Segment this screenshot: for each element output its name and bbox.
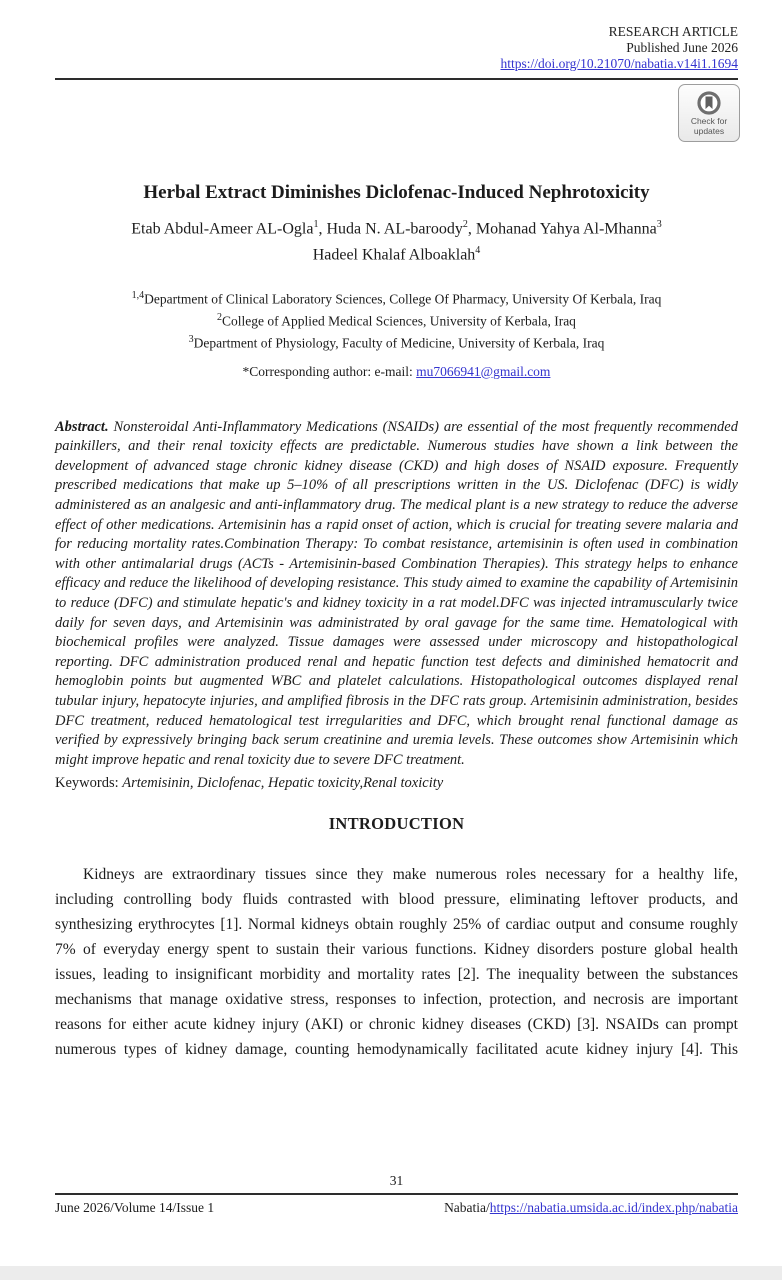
footer-journal-link[interactable]: https://nabatia.umsida.ac.id/index.php/nabatia	[489, 1200, 738, 1215]
keywords-value: Artemisinin, Diclofenac, Hepatic toxicity,Renal toxicity	[122, 775, 444, 792]
header-divider	[55, 78, 738, 80]
page-number: 31	[389, 1173, 404, 1188]
corresponding-author-prefix: *Corresponding author: e-mail:	[242, 363, 417, 379]
abstract	[55, 418, 738, 771]
introduction-heading: INTRODUCTION	[328, 814, 465, 834]
affiliations	[55, 287, 738, 353]
paper-title: Herbal Extract Diminishes Diclofenac-Induced Nephrotoxicity	[143, 182, 650, 203]
affiliation-1: $^{1,4}$Department of Clinical Laboratory Sciences, College Of Pharmacy, University Of Kerbala, Iraq	[131, 289, 662, 307]
affiliation-2: $^2$College of Applied Medical Sciences, University of Kerbala, Iraq	[217, 311, 576, 329]
abstract-text: Nonsteroidal Anti-Inflammatory Medications (NSAIDs) are essential of the most frequently recommended painkillers, and their renal toxicity effects are predictable. Numerous studies have shown a link between the development of advanced stage chronic kidney disease (CKD) and high doses of NSAID exposure. Frequently prescribed medications that make up 5–10% of all prescriptions written in the US. Diclofenac (DFC) is widly administered as an analgesic and anti-inflammatory drug. The medical plant is a new strategy to reduce the adverse effect of other medications. Artemisinin has a rapid onset of action, which is crucial for treating severe malaria and for reducing mortality rates.Combination Therapy: To combat resistance, artemisinin is often used in combination with other antimalarial drugs (ACTs - Artemisinin-based Combination Therapies). This strategy helps to enhance efficacy and reduce the likelihood of developing resistance. This study aimed to examine the capability of Artemisinin to reduce (DFC) and stimulate hepatic's and kidney toxicity in a rat model.DFC was injected intramuscularly twice daily for seven days, and Artemisinin was administrated by oral gavage for the same time. Hematological with biochemical profiles were analyzed. Tissue damages were assessed under microscopy and histopathological reporting. DFC administration produced renal and hepatic function test defects and diminished hematocrit and hemoglobin points but augmented WBC and platelet calculations. Histopathological outcomes displayed renal tubular injury, hepatocyte injuries, and amplified fibrosis in the DFC rats group. Artemisinin administration, besides DFC treatment, reduced hematological test irregularities and DFC, which brought renal functional damage as verified by expressively bringing back serum creatinine and uremia levels. These outcomes show Artemisinin which might improve hepatic and renal toxicity due to severe DFC treatment.	[55, 418, 738, 768]
corresponding-author-line	[55, 363, 738, 381]
author-list	[55, 214, 738, 267]
footer-journal	[444, 1199, 738, 1217]
corresponding-email-link[interactable]: mu7066941@gmail.com	[416, 363, 551, 379]
footer-issue-info: June 2026/Volume 14/Issue 1	[55, 1200, 215, 1215]
author-line-1: Etab Abdul-Ameer AL-Ogla$^1$, Huda N. AL-baroody$^2$, Mohanad Yahya Al-Mhanna$^3$	[131, 219, 662, 238]
badge-label-line1: Check for	[690, 116, 728, 126]
affiliation-3: $^3$Department of Physiology, Faculty of Medicine, University of Kerbala, Iraq	[188, 333, 605, 351]
author-line-2: Hadeel Khalaf Alboaklah$^4$	[312, 245, 481, 264]
page-footer	[55, 1172, 738, 1217]
keywords-label: Keywords:	[55, 775, 123, 792]
doi-link[interactable]: https://doi.org/10.21070/nabatia.v14i1.1694	[500, 56, 738, 71]
bottom-gray-bar	[0, 1266, 782, 1280]
badge-label	[691, 117, 727, 136]
keywords-line	[55, 773, 738, 793]
check-for-updates-badge[interactable]	[678, 84, 740, 142]
footer-divider	[55, 1193, 738, 1195]
crossmark-bookmark-icon	[696, 90, 722, 117]
introduction-paragraph: Kidneys are extraordinary tissues since they make numerous roles necessary for a healthy life, including controlling body fluids contrasted with blood pressure, eliminating leftover products, and synthesizing erythrocytes [1]. Normal kidneys obtain roughly 25% of cardiac output and consume roughly 7% of everyday energy spent to sustain their various functions. Kidney disorders posture global health issues, leading to insignificant morbidity and mortality rates [2]. The inequality between the substances mechanisms that manage oxidative stress, responses to infection, protection, and necrosis are important reasons for either acute kidney injury (AKI) or chronic kidney diseases (CKD) [3]. NSAIDs can prompt numerous types of kidney damage, counting hemodynamically facilitated acute kidney injury [4]. This	[55, 866, 738, 1058]
badge-label-line2: updates	[693, 125, 725, 136]
abstract-label: Abstract.	[55, 418, 109, 435]
article-type-label: RESEARCH ARTICLE	[608, 24, 738, 39]
footer-journal-prefix: Nabatia/	[444, 1200, 490, 1215]
page-header	[55, 0, 738, 72]
published-date: Published June 2026	[626, 40, 738, 55]
